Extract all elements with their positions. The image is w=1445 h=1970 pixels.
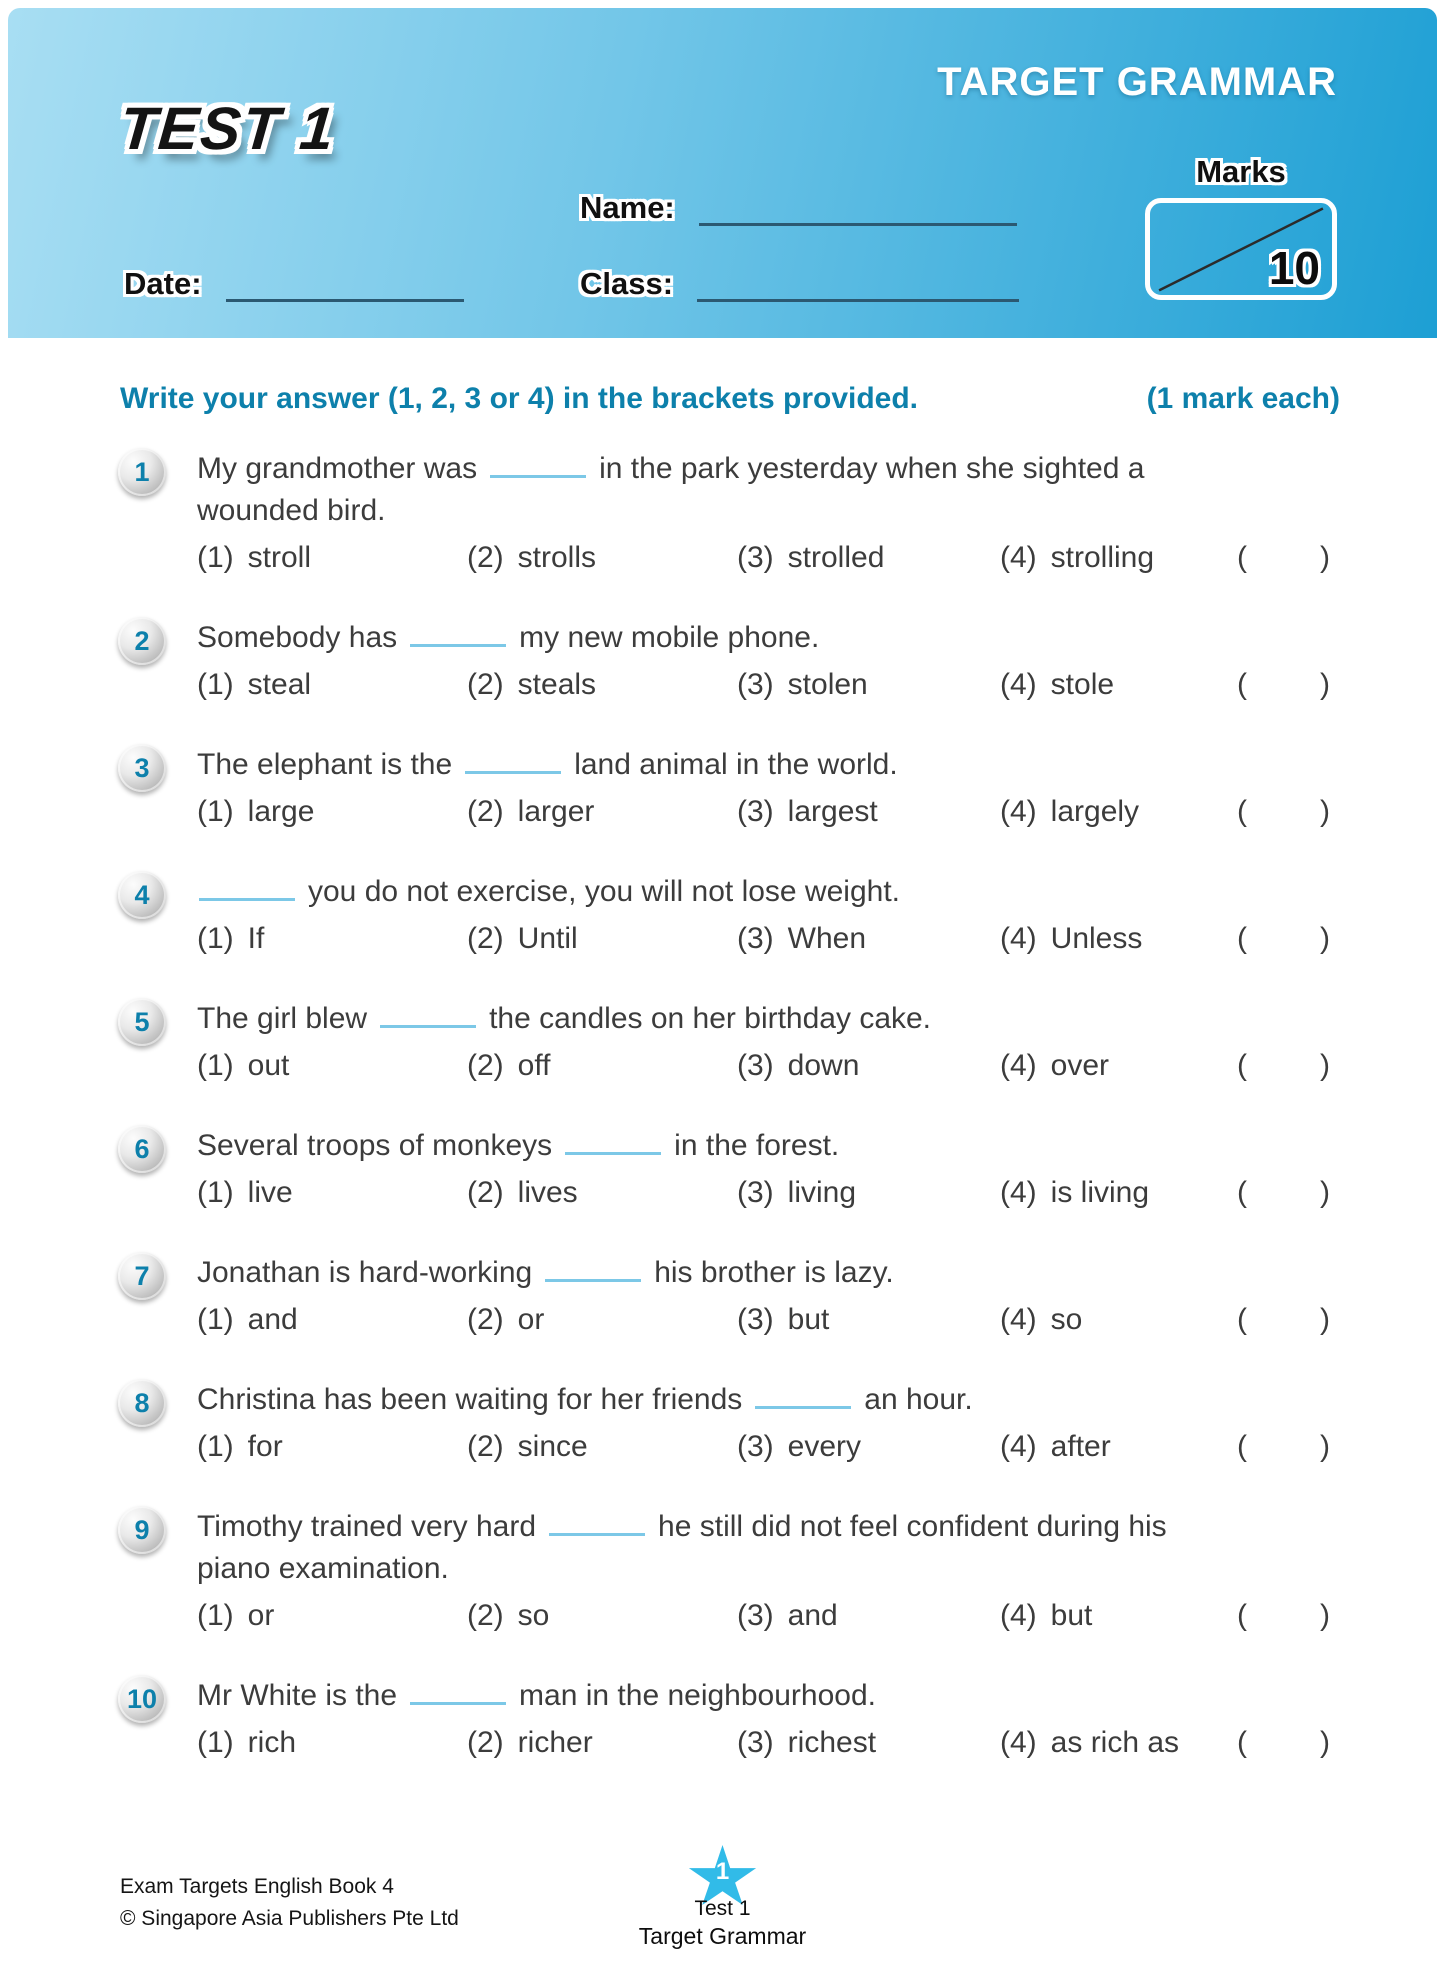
option-4-text: but xyxy=(1050,1599,1093,1632)
question-number-badge xyxy=(118,1506,166,1554)
option-4-text: largely xyxy=(1050,795,1140,828)
answer-blank[interactable] xyxy=(410,644,506,647)
question-body xyxy=(197,744,1330,833)
question-number-badge xyxy=(118,1252,166,1300)
option-4-text: over xyxy=(1050,1049,1110,1082)
option-4-label: (4) xyxy=(1000,668,1037,701)
option-3-text: every xyxy=(787,1430,862,1463)
option-1 xyxy=(197,1595,467,1637)
option-2-text: lives xyxy=(517,1176,578,1209)
option-1-text: steal xyxy=(247,668,312,701)
option-2-text: Until xyxy=(517,922,578,955)
question-text-pre: Christina has been waiting for her friends xyxy=(197,1383,743,1416)
question-number-badge xyxy=(118,448,166,496)
option-3-text: richest xyxy=(787,1726,877,1759)
question-text-pre: The girl blew xyxy=(197,1002,368,1035)
date-input-line[interactable] xyxy=(226,266,464,302)
option-3-text: largest xyxy=(787,795,878,828)
question-number: 7 xyxy=(134,1260,150,1291)
option-1-text: stroll xyxy=(247,541,312,574)
question-text-post: land animal in the world. xyxy=(574,748,898,781)
option-3-text: and xyxy=(787,1599,838,1632)
copyright: © Singapore Asia Publishers Pte Ltd xyxy=(120,1906,459,1930)
option-3 xyxy=(737,1595,1000,1637)
question-text xyxy=(197,1506,1207,1590)
question-text xyxy=(197,1252,1207,1294)
page-number: 1 xyxy=(715,1858,730,1885)
question-row xyxy=(118,1125,1445,1214)
option-3-label: (3) xyxy=(737,1599,774,1632)
option-3 xyxy=(737,1722,1000,1764)
question-text xyxy=(197,998,1207,1040)
class-input-line[interactable] xyxy=(697,266,1019,302)
option-3-text: living xyxy=(787,1176,857,1209)
option-2 xyxy=(467,1045,737,1087)
answer-brackets[interactable] xyxy=(1237,537,1330,579)
question-body xyxy=(197,871,1330,960)
question-text-post: the candles on her birthday cake. xyxy=(489,1002,932,1035)
question-text-post: he still did not feel confident during his piano examination. xyxy=(197,1510,1167,1585)
option-1-text: out xyxy=(247,1049,290,1082)
option-4-label: (4) xyxy=(1000,795,1037,828)
instruction-bar xyxy=(120,382,1340,416)
question-row xyxy=(118,1252,1445,1341)
question-number: 1 xyxy=(134,456,150,487)
question-text-pre: Somebody has xyxy=(197,621,398,654)
option-2-label: (2) xyxy=(467,541,504,574)
option-3-label: (3) xyxy=(737,1176,774,1209)
answer-brackets[interactable] xyxy=(1237,664,1330,706)
question-number: 6 xyxy=(134,1133,150,1164)
question-number-badge xyxy=(118,871,166,919)
option-4 xyxy=(1000,1426,1237,1468)
question-text-pre: Timothy trained very hard xyxy=(197,1510,537,1543)
option-3 xyxy=(737,791,1000,833)
name-label: Name: xyxy=(580,190,675,225)
question-text xyxy=(197,448,1207,532)
options-row xyxy=(197,1722,1330,1764)
option-4 xyxy=(1000,1172,1237,1214)
header-banner xyxy=(8,8,1437,338)
option-1 xyxy=(197,664,467,706)
question-text-pre: Mr White is the xyxy=(197,1679,398,1712)
option-4-text: after xyxy=(1050,1430,1111,1463)
question-text-post: you do not exercise, you will not lose weight. xyxy=(308,875,900,908)
option-1-label: (1) xyxy=(197,541,234,574)
question-number-badge xyxy=(118,1379,166,1427)
answer-blank[interactable] xyxy=(490,475,586,478)
question-body xyxy=(197,1506,1330,1637)
option-3-text: down xyxy=(787,1049,860,1082)
option-1 xyxy=(197,537,467,579)
bracket-close: ) xyxy=(1320,1599,1330,1632)
instruction-text: Write your answer (1, 2, 3 or 4) in the brackets provided. xyxy=(120,382,919,415)
bracket-open: ( xyxy=(1237,1176,1247,1209)
question-body xyxy=(197,1675,1330,1764)
option-3-label: (3) xyxy=(737,795,774,828)
option-2-text: so xyxy=(517,1599,550,1632)
option-1-label: (1) xyxy=(197,1430,234,1463)
bracket-close: ) xyxy=(1320,541,1330,574)
answer-blank[interactable] xyxy=(755,1406,851,1409)
option-1 xyxy=(197,791,467,833)
question-number-badge xyxy=(118,617,166,665)
question-text-post: his brother is lazy. xyxy=(654,1256,894,1289)
option-4-label: (4) xyxy=(1000,1599,1037,1632)
option-1-label: (1) xyxy=(197,1049,234,1082)
bracket-close: ) xyxy=(1320,1430,1330,1463)
answer-blank[interactable] xyxy=(565,1152,661,1155)
option-2-label: (2) xyxy=(467,922,504,955)
question-number: 10 xyxy=(126,1683,158,1714)
option-1-label: (1) xyxy=(197,1176,234,1209)
option-1 xyxy=(197,1299,467,1341)
question-number: 2 xyxy=(134,625,150,656)
option-3-label: (3) xyxy=(737,922,774,955)
bracket-open: ( xyxy=(1237,668,1247,701)
answer-blank[interactable] xyxy=(549,1533,645,1536)
question-body xyxy=(197,1379,1330,1468)
option-2-label: (2) xyxy=(467,1176,504,1209)
option-3 xyxy=(737,1172,1000,1214)
option-2-text: steals xyxy=(517,668,597,701)
option-2-text: strolls xyxy=(517,541,597,574)
bracket-close: ) xyxy=(1320,668,1330,701)
date-field xyxy=(124,266,464,302)
answer-brackets[interactable] xyxy=(1237,918,1330,960)
bracket-open: ( xyxy=(1237,922,1247,955)
question-list xyxy=(118,448,1445,1764)
option-3-text: but xyxy=(787,1303,830,1336)
answer-brackets[interactable] xyxy=(1237,1299,1330,1341)
answer-blank[interactable] xyxy=(410,1702,506,1705)
option-4 xyxy=(1000,791,1237,833)
option-3 xyxy=(737,918,1000,960)
imprint xyxy=(120,1871,459,1934)
answer-brackets[interactable] xyxy=(1237,1045,1330,1087)
options-row xyxy=(197,537,1330,579)
option-2 xyxy=(467,1172,737,1214)
answer-blank[interactable] xyxy=(199,898,295,901)
bracket-close: ) xyxy=(1320,922,1330,955)
marks-panel xyxy=(1145,154,1337,300)
worksheet-body xyxy=(0,338,1445,1764)
question-text xyxy=(197,1125,1207,1167)
bracket-open: ( xyxy=(1237,1430,1247,1463)
option-1 xyxy=(197,1172,467,1214)
option-2 xyxy=(467,918,737,960)
question-body xyxy=(197,1252,1330,1341)
options-row xyxy=(197,1595,1330,1637)
options-row xyxy=(197,918,1330,960)
question-text-pre: Jonathan is hard-working xyxy=(197,1256,533,1289)
option-1 xyxy=(197,918,467,960)
option-4-text: is living xyxy=(1050,1176,1150,1209)
option-1-label: (1) xyxy=(197,795,234,828)
option-2 xyxy=(467,1722,737,1764)
option-3-label: (3) xyxy=(737,1303,774,1336)
question-number: 9 xyxy=(134,1514,150,1545)
option-1-label: (1) xyxy=(197,668,234,701)
option-2-text: richer xyxy=(517,1726,593,1759)
footer-section-label: Target Grammar xyxy=(638,1923,807,1949)
option-4-label: (4) xyxy=(1000,922,1037,955)
option-3 xyxy=(737,537,1000,579)
question-number-badge xyxy=(118,744,166,792)
option-3-label: (3) xyxy=(737,541,774,574)
answer-blank[interactable] xyxy=(465,771,561,774)
option-4-label: (4) xyxy=(1000,541,1037,574)
option-4 xyxy=(1000,664,1237,706)
question-text-pre: Several troops of monkeys xyxy=(197,1129,553,1162)
option-4-label: (4) xyxy=(1000,1303,1037,1336)
question-text-pre: The elephant is the xyxy=(197,748,453,781)
options-row xyxy=(197,1045,1330,1087)
option-2-label: (2) xyxy=(467,1599,504,1632)
option-3 xyxy=(737,1299,1000,1341)
page-number-block xyxy=(639,1845,806,1950)
option-2-label: (2) xyxy=(467,1726,504,1759)
question-row xyxy=(118,1506,1445,1637)
question-row xyxy=(118,744,1445,833)
question-number: 8 xyxy=(134,1387,150,1418)
question-number: 4 xyxy=(134,879,150,910)
option-3 xyxy=(737,1045,1000,1087)
option-1 xyxy=(197,1426,467,1468)
answer-brackets[interactable] xyxy=(1237,791,1330,833)
option-2-text: off xyxy=(517,1049,551,1082)
question-number-badge xyxy=(118,998,166,1046)
answer-blank[interactable] xyxy=(545,1279,641,1282)
option-2 xyxy=(467,664,737,706)
question-body xyxy=(197,617,1330,706)
options-row xyxy=(197,664,1330,706)
question-text-pre: My grandmother was xyxy=(197,452,478,485)
option-1-text: for xyxy=(247,1430,283,1463)
option-1-label: (1) xyxy=(197,1599,234,1632)
option-4 xyxy=(1000,1299,1237,1341)
question-body xyxy=(197,1125,1330,1214)
question-number-badge xyxy=(118,1675,166,1723)
question-text-post: in the park yesterday when she sighted a wounded bird. xyxy=(197,452,1145,527)
date-label: Date: xyxy=(124,266,202,301)
question-number-badge xyxy=(118,1125,166,1173)
question-row xyxy=(118,998,1445,1087)
class-label: Class: xyxy=(580,266,674,301)
option-1 xyxy=(197,1722,467,1764)
option-4-label: (4) xyxy=(1000,1176,1037,1209)
answer-blank[interactable] xyxy=(380,1025,476,1028)
option-4-label: (4) xyxy=(1000,1049,1037,1082)
option-1-text: If xyxy=(247,922,265,955)
options-row xyxy=(197,791,1330,833)
name-field xyxy=(580,190,1017,226)
option-3-label: (3) xyxy=(737,1430,774,1463)
option-4-label: (4) xyxy=(1000,1430,1037,1463)
answer-brackets[interactable] xyxy=(1237,1426,1330,1468)
bracket-open: ( xyxy=(1237,541,1247,574)
option-4 xyxy=(1000,1595,1237,1637)
marks-label: Marks xyxy=(1196,154,1286,189)
option-4-text: so xyxy=(1050,1303,1083,1336)
marks-note: (1 mark each) xyxy=(1146,382,1340,415)
bracket-open: ( xyxy=(1237,1726,1247,1759)
option-4-text: Unless xyxy=(1050,922,1143,955)
question-row xyxy=(118,871,1445,960)
bracket-open: ( xyxy=(1237,1303,1247,1336)
question-row xyxy=(118,1675,1445,1764)
option-4 xyxy=(1000,1722,1237,1764)
option-2-text: or xyxy=(517,1303,545,1336)
class-field xyxy=(580,266,1019,302)
question-text xyxy=(197,744,1207,786)
option-2 xyxy=(467,1299,737,1341)
question-number: 5 xyxy=(134,1006,150,1037)
option-3-text: stolen xyxy=(787,668,868,701)
marks-box[interactable] xyxy=(1145,198,1337,300)
option-4-text: stole xyxy=(1050,668,1115,701)
bracket-open: ( xyxy=(1237,1599,1247,1632)
question-text-post: man in the neighbourhood. xyxy=(519,1679,876,1712)
option-1-label: (1) xyxy=(197,922,234,955)
question-body xyxy=(197,448,1330,579)
question-text xyxy=(197,617,1207,659)
question-row xyxy=(118,617,1445,706)
marks-total: 10 xyxy=(1268,242,1320,294)
option-3-text: strolled xyxy=(787,541,885,574)
question-body xyxy=(197,998,1330,1087)
question-text xyxy=(197,871,1207,913)
option-3-label: (3) xyxy=(737,1049,774,1082)
option-4-text: strolling xyxy=(1050,541,1155,574)
option-2-label: (2) xyxy=(467,1303,504,1336)
option-1-label: (1) xyxy=(197,1303,234,1336)
option-3-text: When xyxy=(787,922,867,955)
option-4 xyxy=(1000,537,1237,579)
answer-brackets[interactable] xyxy=(1237,1722,1330,1764)
option-2 xyxy=(467,1426,737,1468)
option-3-label: (3) xyxy=(737,668,774,701)
bracket-close: ) xyxy=(1320,1049,1330,1082)
brand-title: TARGET GRAMMAR xyxy=(937,60,1337,104)
question-text-post: my new mobile phone. xyxy=(519,621,820,654)
test-title: TEST 1 xyxy=(117,95,339,162)
answer-brackets[interactable] xyxy=(1237,1172,1330,1214)
option-4-text: as rich as xyxy=(1050,1726,1180,1759)
option-3 xyxy=(737,664,1000,706)
question-text-post: in the forest. xyxy=(674,1129,840,1162)
name-input-line[interactable] xyxy=(699,190,1017,226)
question-row xyxy=(118,448,1445,579)
option-2-label: (2) xyxy=(467,795,504,828)
option-2-text: larger xyxy=(517,795,595,828)
option-2 xyxy=(467,791,737,833)
option-1-label: (1) xyxy=(197,1726,234,1759)
option-4-label: (4) xyxy=(1000,1726,1037,1759)
bracket-close: ) xyxy=(1320,795,1330,828)
option-1 xyxy=(197,1045,467,1087)
option-2-text: since xyxy=(517,1430,588,1463)
option-2-label: (2) xyxy=(467,668,504,701)
options-row xyxy=(197,1426,1330,1468)
option-2 xyxy=(467,537,737,579)
bracket-close: ) xyxy=(1320,1726,1330,1759)
option-2-label: (2) xyxy=(467,1049,504,1082)
question-text xyxy=(197,1675,1207,1717)
question-text-post: an hour. xyxy=(864,1383,973,1416)
option-4 xyxy=(1000,1045,1237,1087)
option-1-text: and xyxy=(247,1303,298,1336)
question-text xyxy=(197,1379,1207,1421)
option-2 xyxy=(467,1595,737,1637)
option-1-text: rich xyxy=(247,1726,297,1759)
option-2-label: (2) xyxy=(467,1430,504,1463)
bracket-open: ( xyxy=(1237,795,1247,828)
option-3 xyxy=(737,1426,1000,1468)
options-row xyxy=(197,1172,1330,1214)
bracket-close: ) xyxy=(1320,1303,1330,1336)
option-1-text: or xyxy=(247,1599,275,1632)
question-number: 3 xyxy=(134,752,150,783)
option-4 xyxy=(1000,918,1237,960)
footer-test-label: Test 1 xyxy=(694,1897,751,1920)
option-1-text: large xyxy=(247,795,315,828)
bracket-open: ( xyxy=(1237,1049,1247,1082)
options-row xyxy=(197,1299,1330,1341)
option-1-text: live xyxy=(247,1176,293,1209)
book-title: Exam Targets English Book 4 xyxy=(120,1875,394,1898)
option-3-label: (3) xyxy=(737,1726,774,1759)
bracket-close: ) xyxy=(1320,1176,1330,1209)
question-row xyxy=(118,1379,1445,1468)
answer-brackets[interactable] xyxy=(1237,1595,1330,1637)
